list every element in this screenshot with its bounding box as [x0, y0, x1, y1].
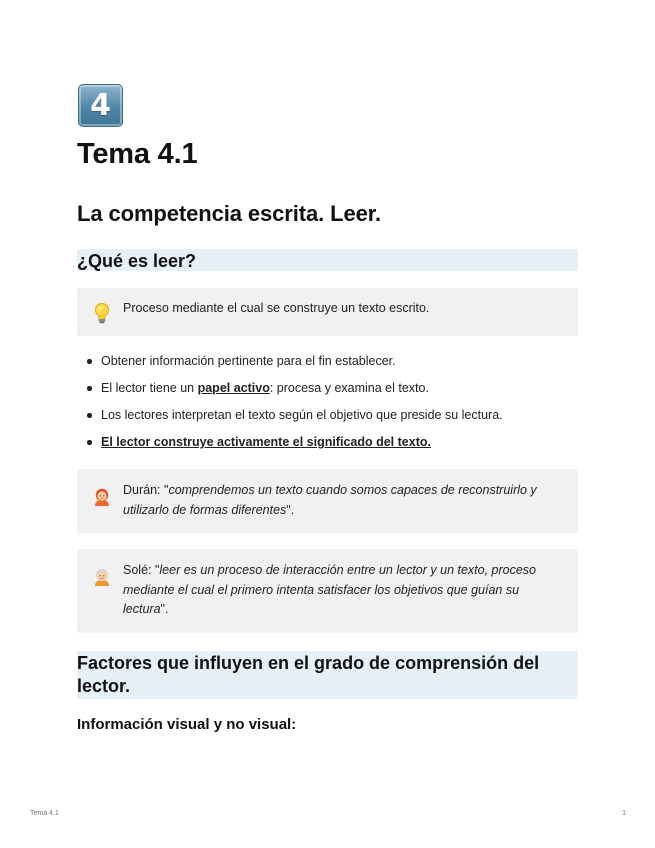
list-item-text: Obtener información pertinente para el fin establecer.: [101, 354, 396, 368]
quote-closing: ".: [286, 502, 295, 517]
section-heading-que-es-leer: ¿Qué es leer?: [77, 249, 578, 271]
definition-text: Proceso mediante el cual se construye un texto escrito.: [123, 301, 430, 315]
subheading-informacion-visual: Información visual y no visual:: [77, 716, 297, 733]
section-heading-factores: Factores que influyen en el grado de comprensión del lector.: [77, 651, 578, 699]
list-item-text: Los lectores interpretan el texto según el objetivo que preside su lectura.: [101, 408, 503, 422]
list-item: [77, 433, 578, 460]
quote-closing: ".: [160, 602, 169, 616]
page-subtitle: La competencia escrita. Leer.: [77, 201, 382, 226]
page-title: Tema 4.1: [77, 138, 198, 170]
quote-author: Durán: ": [123, 483, 169, 497]
quote-text: [123, 561, 560, 620]
quote-author: Solé: ": [123, 563, 160, 577]
emphasis-text: El lector construye activamente el significado del texto.: [101, 435, 431, 449]
quote-callout-duran: [77, 469, 578, 533]
quote-body: comprendemos un texto cuando somos capaces de reconstruirlo y utilizarlo de formas diferentes: [123, 483, 537, 517]
footer-title: Tema 4.1: [30, 810, 59, 817]
keycap-four-icon: [78, 84, 123, 127]
red-haired-woman-icon: [91, 486, 113, 508]
keycap-number: 4: [90, 88, 111, 123]
quote-body: leer es un proceso de interacción entre un lector y un texto, proceso mediante el cual el primero intenta satisfacer los objetivos que guían su lectura: [123, 563, 537, 616]
list-item: [77, 352, 578, 379]
list-item-text: El lector tiene un: [101, 381, 198, 395]
bullet-list: [77, 352, 578, 460]
list-item: [77, 379, 578, 406]
white-haired-woman-icon: [91, 566, 113, 588]
lightbulb-icon: [91, 302, 113, 324]
list-item-text: : procesa y examina el texto.: [269, 381, 429, 395]
page-number: 1: [622, 810, 626, 817]
definition-callout: [77, 288, 578, 336]
quote-callout-sole: [77, 549, 578, 633]
list-item: [77, 406, 578, 433]
quote-text: [123, 481, 560, 520]
emphasis-text: papel activo: [197, 381, 270, 395]
